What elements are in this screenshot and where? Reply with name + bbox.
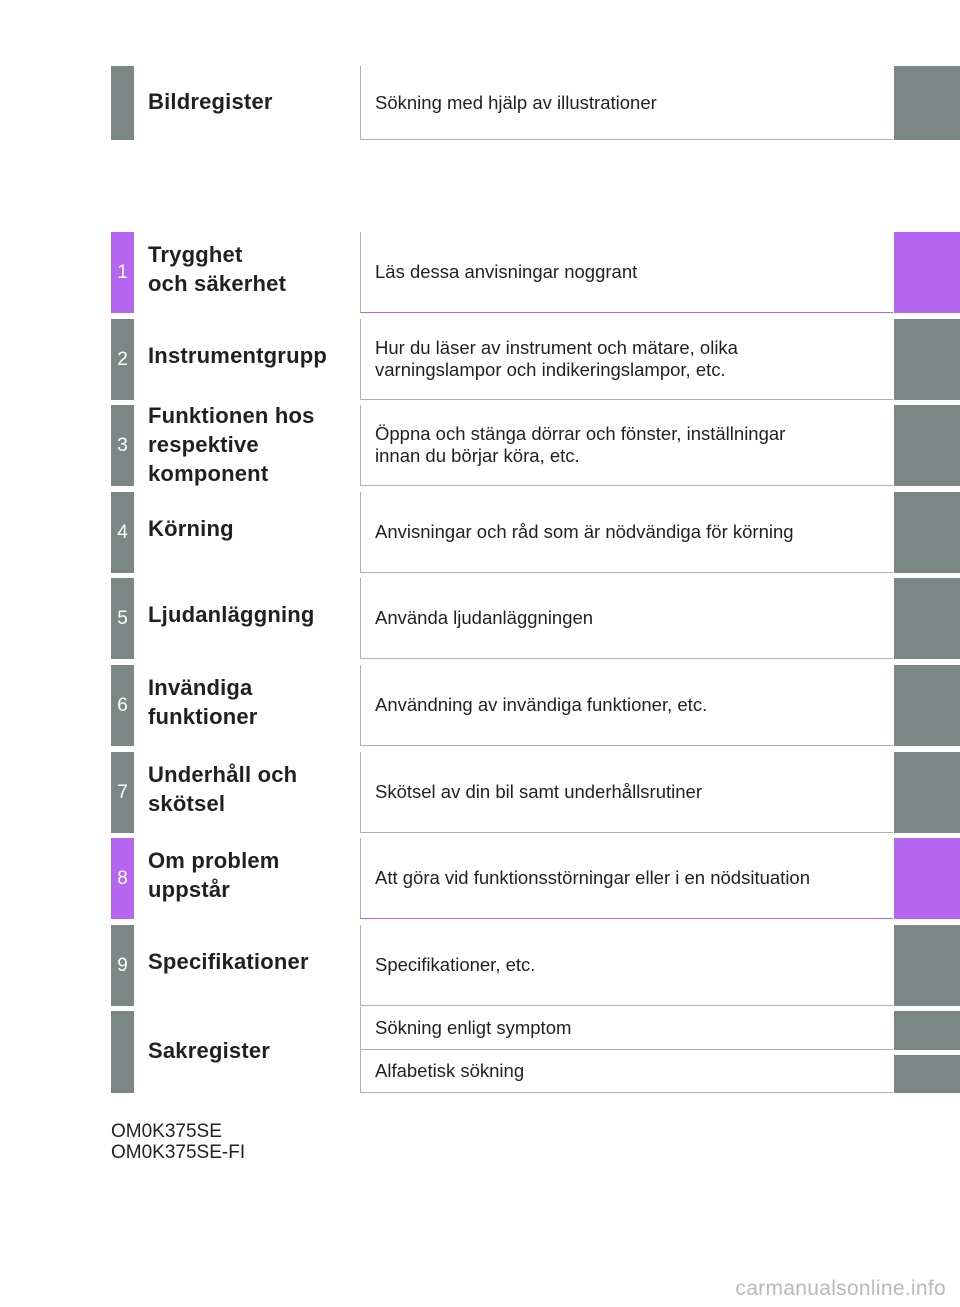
- index-sub-label: Alfabetisk sökning: [375, 1060, 525, 1081]
- chapter-number: 4: [111, 492, 134, 573]
- chapter-edge-tab[interactable]: [894, 319, 960, 400]
- chapter-edge-tab[interactable]: [894, 232, 960, 313]
- document-code: OM0K375SE: [111, 1121, 222, 1142]
- index-sub-item[interactable]: [360, 1007, 893, 1050]
- chapter-description: Anvisningar och råd som är nödvändiga för körning: [375, 521, 794, 542]
- chapter-number: 7: [111, 752, 134, 833]
- edge-tab[interactable]: [894, 1055, 960, 1093]
- chapter-row-1[interactable]: [0, 232, 960, 313]
- chapter-description: Använda ljudanläggningen: [375, 607, 594, 628]
- row-marker: [111, 66, 134, 140]
- chapter-description-box: [360, 492, 893, 573]
- document-codes: [111, 1121, 245, 1163]
- chapter-title: Om problem uppstår: [148, 848, 280, 902]
- chapter-description: Specifikationer, etc.: [375, 954, 536, 975]
- document-code: OM0K375SE-FI: [111, 1142, 246, 1163]
- chapter-description: Att göra vid funktionsstörningar eller i en nödsituation: [375, 867, 811, 888]
- row-title: Bildregister: [148, 89, 273, 114]
- alphabetical-index-row[interactable]: [0, 1011, 960, 1093]
- chapter-description: Läs dessa anvisningar noggrant: [375, 261, 638, 282]
- chapter-description: Skötsel av din bil samt underhållsrutiner: [375, 781, 702, 802]
- edge-tab[interactable]: [894, 1011, 960, 1050]
- chapter-number: 2: [111, 319, 134, 400]
- chapter-edge-tab[interactable]: [894, 665, 960, 746]
- edge-tab[interactable]: [894, 66, 960, 140]
- chapter-edge-tab[interactable]: [894, 578, 960, 659]
- chapter-description-box: [360, 752, 893, 833]
- illustration-index-row[interactable]: [0, 66, 960, 140]
- chapter-row-8[interactable]: [0, 838, 960, 919]
- chapter-description-box: [360, 232, 893, 313]
- row-description: Sökning med hjälp av illustrationer: [375, 91, 657, 113]
- chapter-description-box: [360, 665, 893, 746]
- chapter-edge-tab[interactable]: [894, 492, 960, 573]
- chapter-row-4[interactable]: [0, 492, 960, 573]
- chapter-description-box: [360, 319, 893, 400]
- chapter-description-box: [360, 925, 893, 1006]
- row-marker: [111, 1011, 134, 1093]
- chapter-number: 6: [111, 665, 134, 746]
- chapter-edge-tab[interactable]: [894, 752, 960, 833]
- row-description-box: [360, 66, 893, 140]
- chapter-title: Underhåll och skötsel: [148, 762, 298, 816]
- chapter-number: 3: [111, 405, 134, 486]
- chapter-description-box: [360, 405, 893, 486]
- chapter-row-5[interactable]: [0, 578, 960, 659]
- row-title: Sakregister: [148, 1038, 271, 1063]
- chapter-row-6[interactable]: [0, 665, 960, 746]
- index-sub-label: Sökning enligt symptom: [375, 1017, 572, 1038]
- chapter-number: 5: [111, 578, 134, 659]
- chapter-number: 9: [111, 925, 134, 1006]
- chapter-edge-tab[interactable]: [894, 925, 960, 1006]
- chapter-description: Användning av invändiga funktioner, etc.: [375, 694, 708, 715]
- chapter-row-3[interactable]: [0, 405, 960, 486]
- chapter-title: Trygghet och säkerhet: [148, 242, 287, 296]
- chapter-number: 8: [111, 838, 134, 919]
- chapter-title: Instrumentgrupp: [148, 343, 327, 368]
- chapter-description: Öppna och stänga dörrar och fönster, inställningar innan du börjar köra, etc.: [375, 423, 786, 466]
- index-sub-item[interactable]: [360, 1050, 893, 1093]
- chapter-description: Hur du läser av instrument och mätare, olika varningslampor och indikeringslampor, etc.: [375, 337, 738, 380]
- chapter-edge-tab[interactable]: [894, 838, 960, 919]
- chapter-description-box: [360, 578, 893, 659]
- chapter-row-7[interactable]: [0, 752, 960, 833]
- chapter-number: 1: [111, 232, 134, 313]
- chapter-row-9[interactable]: [0, 925, 960, 1006]
- chapter-title: Ljudanläggning: [148, 602, 315, 627]
- watermark-text: carmanualsonline.info: [735, 1277, 946, 1300]
- chapter-title: Körning: [148, 516, 234, 541]
- chapter-row-2[interactable]: [0, 319, 960, 400]
- chapter-title: Specifikationer: [148, 949, 309, 974]
- chapter-title: Funktionen hos respektive komponent: [148, 403, 315, 486]
- chapter-edge-tab[interactable]: [894, 405, 960, 486]
- chapter-title: Invändiga funktioner: [148, 675, 258, 729]
- chapter-description-box: [360, 838, 893, 919]
